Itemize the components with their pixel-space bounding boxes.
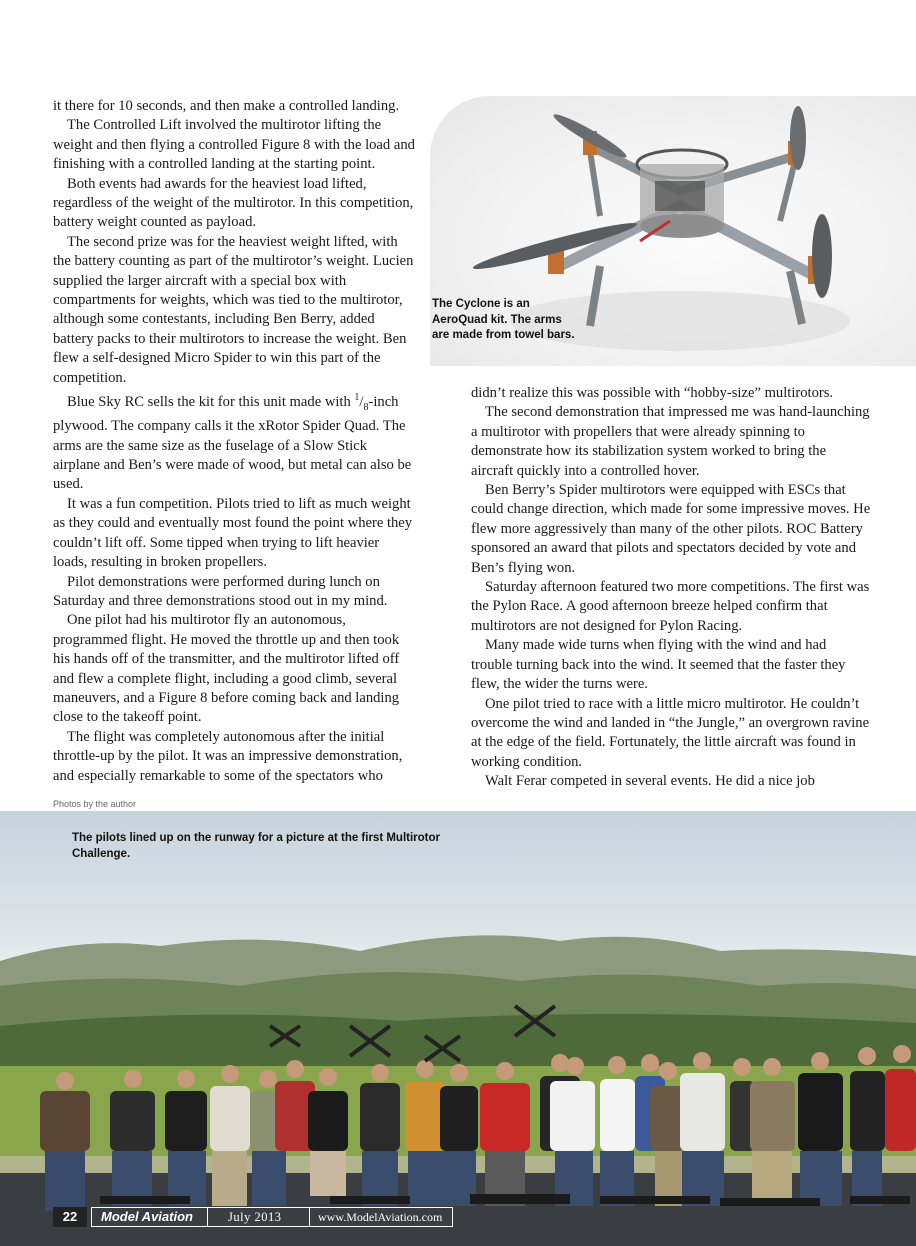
photo-credit: Photos by the author: [53, 799, 137, 809]
paragraph: The second demonstration that impressed me was hand-launching a multirotor with propellers that were already spinning to demonstrate how its stabilization system worked to bring the aircraft quickly into a controlled hover.: [471, 404, 870, 479]
footer-divider: [309, 1207, 310, 1227]
article-column-right: [471, 384, 871, 792]
paragraph: Both events had awards for the heaviest load lifted, regardless of the weight of the multirotor. In this competition, battery weight counted as payload.: [53, 175, 414, 231]
paragraph: The Controlled Lift involved the multirotor lifting the weight and then flying a controlled Figure 8 with the load and finishing with a controlled landing at the starting point.: [53, 117, 415, 173]
paragraph-blue-sky: Blue Sky RC sells the kit for this unit made with $^1/_8$-inch plywood. The company calls it the xRotor Spider Quad. The arms are the same size as the fuselage of a Slow Stick airplane and Ben’s were made of wood, but metal can also be used.: [53, 392, 412, 493]
pilots-lineup-illustration: [0, 811, 916, 1246]
article-column-left: [53, 97, 417, 786]
website-url[interactable]: www.ModelAviation.com: [318, 1210, 443, 1224]
paragraph: The second prize was for the heaviest weight lifted, with the battery counting as part of the multirotor’s weight. Lucien supplied the larger aircraft with a special box with compartments for weights, which was tied to the multirotor, although some contestants, including Ben Berry, added battery packs to their multirotors to increase the weight. Ben flew a self-designed Micro Spider to win this part of the competition.: [53, 233, 414, 386]
text-run: -inch plywood. The company calls it the xRotor Spider Quad. The arms are the same size as the fuselage of a Slow Stick airplane and Ben’s were made of wood, but metal can also be used.: [53, 393, 412, 493]
fraction-numerator: 1: [354, 392, 360, 404]
magazine-name: Model Aviation: [101, 1209, 193, 1224]
drone-photo-caption: The Cyclone is an AeroQuad kit. The arms are made from towel bars.: [432, 298, 575, 341]
group-photo-caption: The pilots lined up on the runway for a picture at the first Multirotor Challenge.: [72, 832, 441, 860]
paragraph: The flight was completely autonomous after the initial throttle-up by the pilot. It was an impressive demonstration, and especially remarkable to some of the spectators who: [53, 728, 403, 784]
page-number: 22: [53, 1207, 87, 1227]
paragraph: One pilot had his multirotor fly an autonomous, programmed flight. He moved the throttle up and then took his hands off of the transmitter, and the multirotor lifted off and flew a complete flight, including a good climb, several maneuvers, and a Figure 8 before coming back and landing close to the takeoff point.: [53, 612, 400, 726]
group-photo: [0, 811, 916, 1246]
paragraph: Pilot demonstrations were performed during lunch on Saturday and three demonstrations stood out in my mind.: [53, 573, 388, 609]
paragraph: One pilot tried to race with a little micro multirotor. He couldn’t overcome the wind and landed in “the Jungle,” an overgrown ravine at the edge of the field. Fortunately, the little aircraft was found in working condition.: [471, 695, 870, 770]
paragraph: Many made wide turns when flying with the wind and had trouble turning back into the wind. It seemed that the faster they flew, the wider the turns were.: [471, 637, 846, 693]
paragraph: Walt Ferar competed in several events. He did a nice job: [485, 773, 815, 790]
fraction-denominator: 8: [363, 401, 369, 413]
paragraph: Ben Berry’s Spider multirotors were equipped with ESCs that could change direction, which made for some impressive moves. He flew more aggressively than many of the other pilots. ROC Battery sponsored an award that pilots and spectators decided by vote and Ben’s flying won.: [471, 482, 871, 576]
paragraph: It was a fun competition. Pilots tried to lift as much weight as they could and eventually most found the point where they couldn’t lift off. Some tipped when trying to lift heavier loads, resulting in broken propellers.: [53, 495, 413, 571]
paragraph: Saturday afternoon featured two more competitions. The first was the Pylon Race. A good afternoon breeze helped confirm that multirotors are not designed for Pylon Racing.: [471, 579, 870, 634]
issue-date: July 2013: [228, 1210, 282, 1224]
text-run: Blue Sky RC sells the kit for this unit made with: [67, 393, 355, 410]
paragraph: it there for 10 seconds, and then make a controlled landing.: [53, 98, 400, 114]
page-footer: [53, 1207, 451, 1227]
paragraph: didn’t realize this was possible with “hobby-size” multirotors.: [471, 385, 834, 401]
footer-divider: [207, 1207, 208, 1227]
